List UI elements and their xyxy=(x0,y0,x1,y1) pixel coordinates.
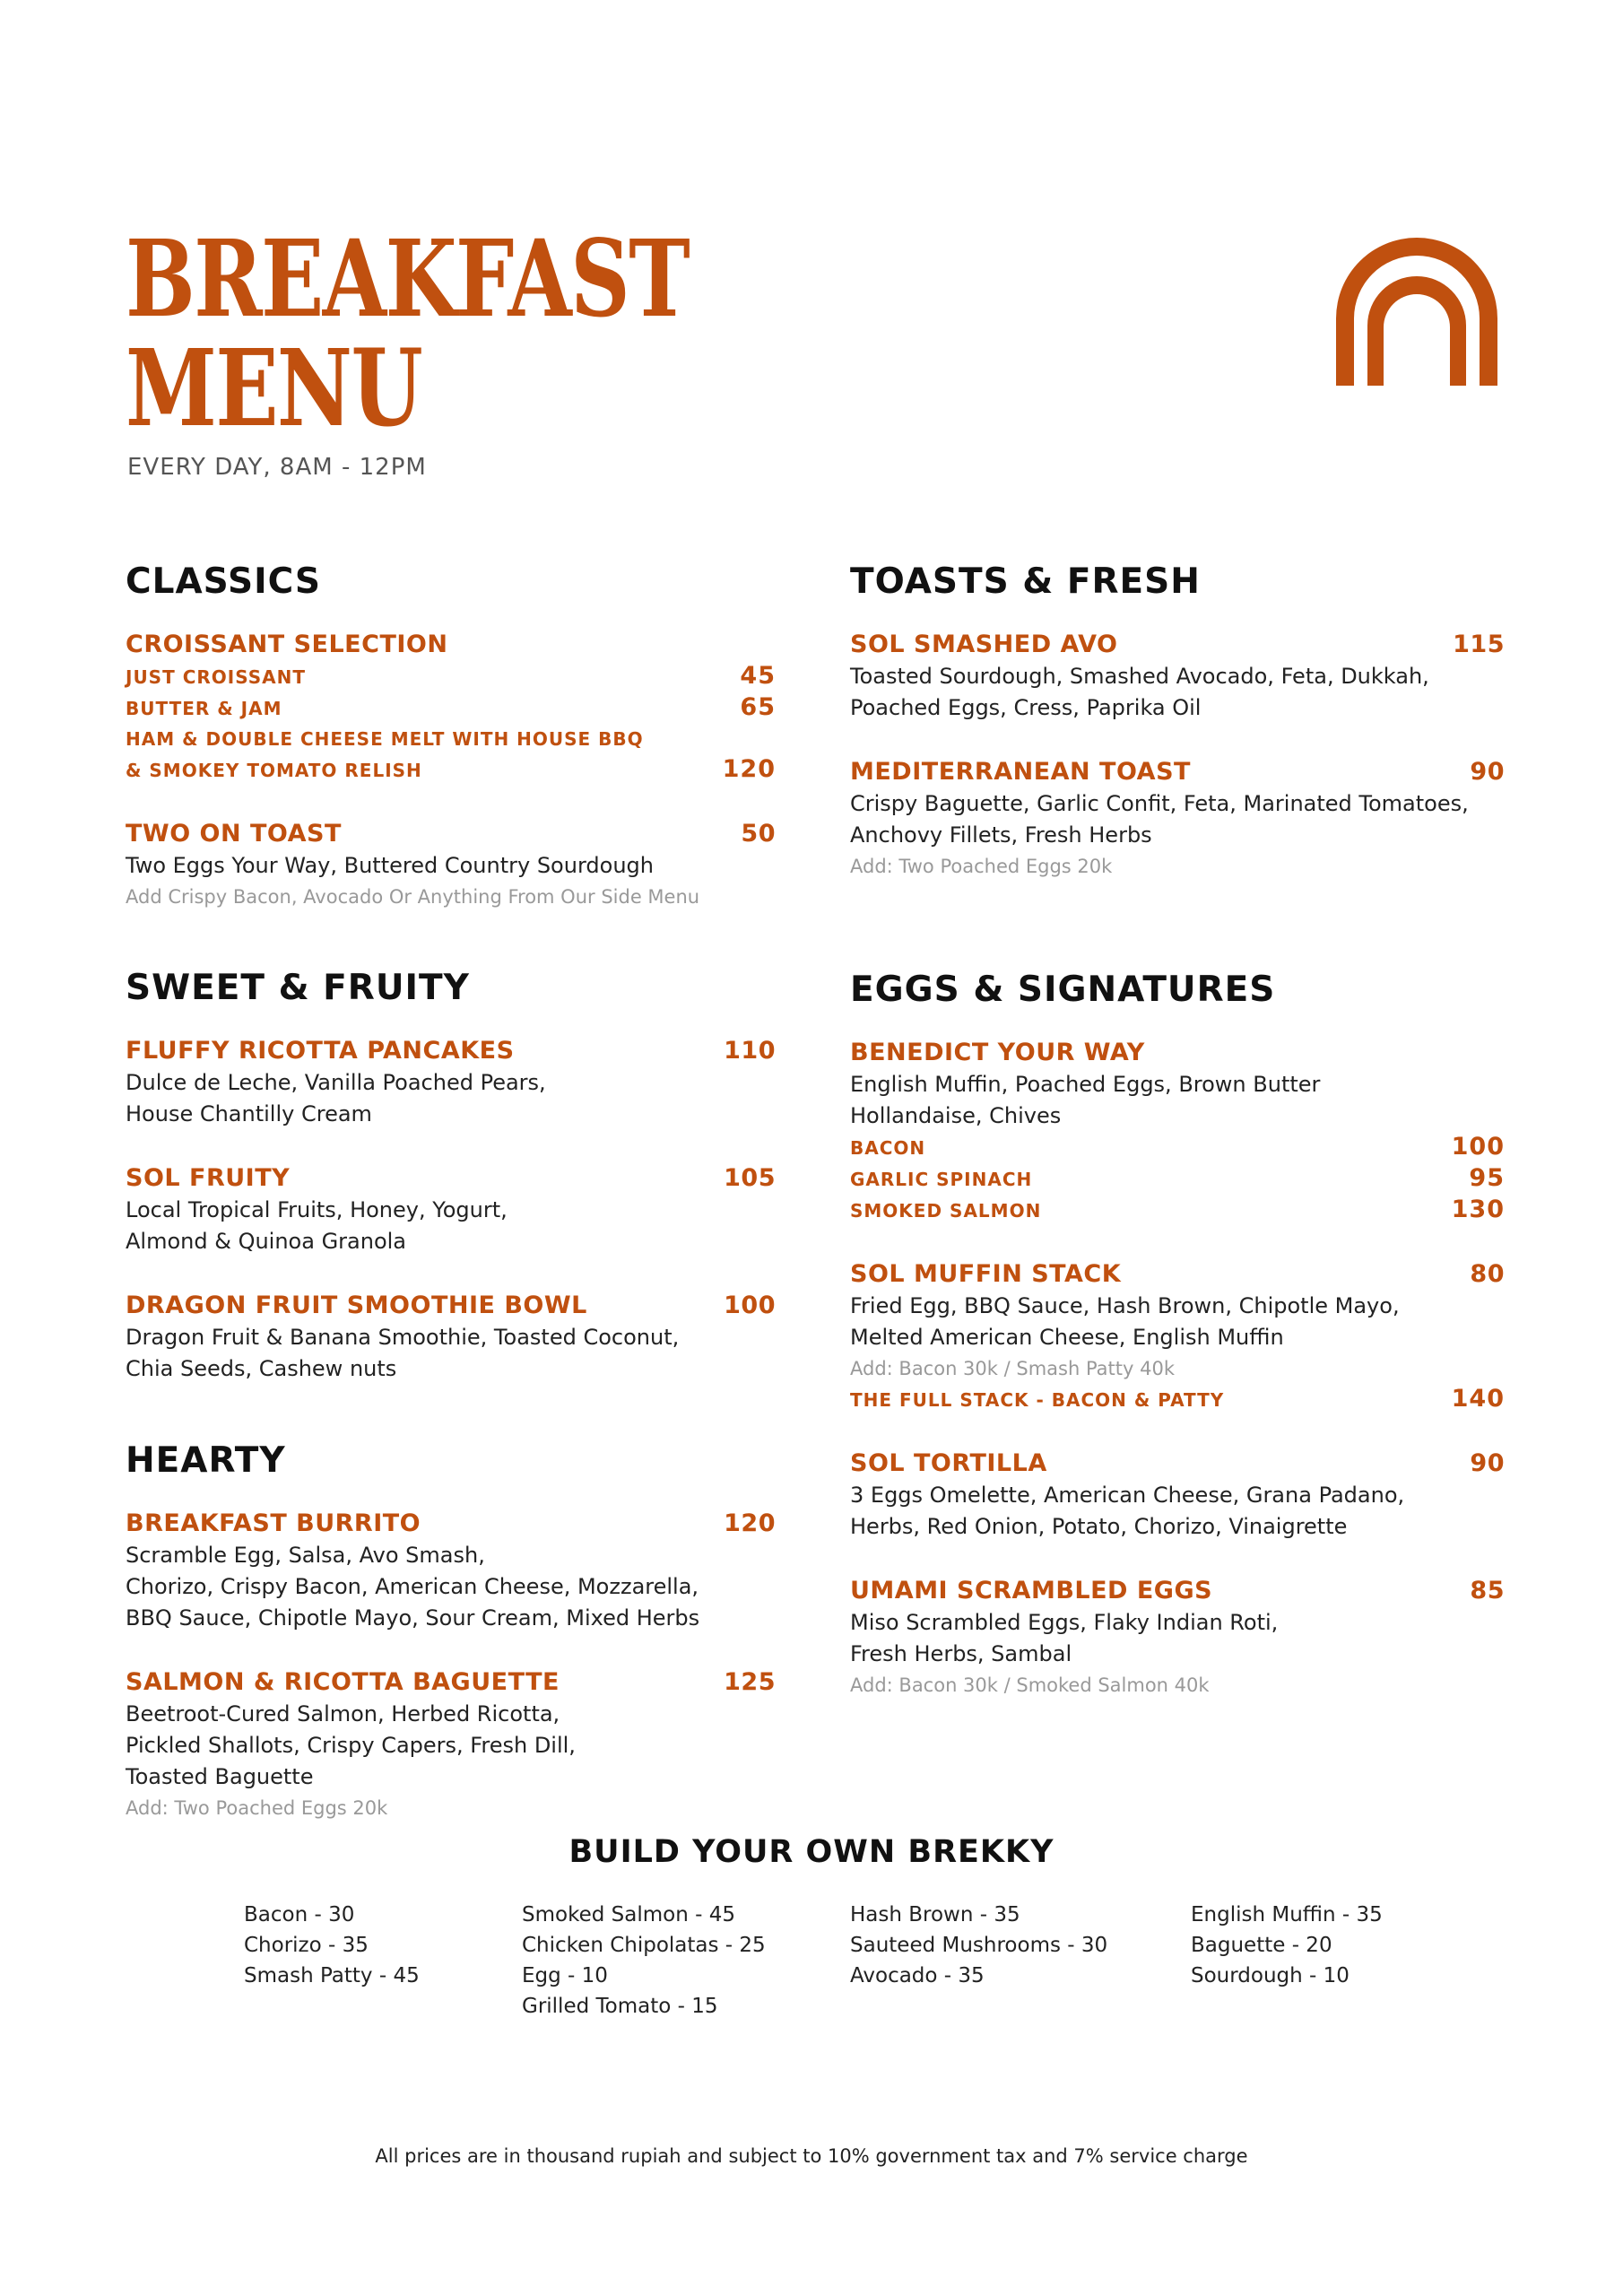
item-name: SALMON & RICOTTA BAGUETTE xyxy=(126,1668,560,1696)
item-description: Toasted Sourdough, Smashed Avocado, Feta, Dukkah, xyxy=(850,664,1429,689)
item-name: SOL SMASHED AVO xyxy=(850,631,1118,658)
byo-item: Sauteed Mushrooms - 30 xyxy=(850,1934,1108,1957)
section-eggs xyxy=(850,970,1505,1700)
item-price: 105 xyxy=(724,1164,776,1192)
byo-item: Baguette - 20 xyxy=(1191,1934,1332,1957)
byo-title: BUILD YOUR OWN BREKKY xyxy=(568,1834,1055,1870)
byo-column xyxy=(522,1900,766,2022)
section-hearty xyxy=(126,1440,776,1823)
item-description: English Muffin, Poached Eggs, Brown Butter xyxy=(850,1072,1321,1097)
item-price: 100 xyxy=(1451,1133,1505,1161)
menu-item xyxy=(126,629,776,786)
section-title: EGGS & SIGNATURES xyxy=(850,970,1276,1010)
byo-column xyxy=(244,1900,420,1991)
item-price: 50 xyxy=(741,820,776,848)
item-description: BBQ Sauce, Chipotle Mayo, Sour Cream, Mixed Herbs xyxy=(126,1605,700,1631)
item-description: Dragon Fruit & Banana Smoothie, Toasted Coconut, xyxy=(126,1325,680,1350)
item-addon: Add: Two Poached Eggs 20k xyxy=(126,1797,388,1819)
byo-column xyxy=(1191,1900,1383,1991)
section-title: SWEET & FRUITY xyxy=(126,968,470,1008)
menu-title-line2: MENU xyxy=(126,326,422,450)
left-column xyxy=(126,561,776,1856)
menu-item xyxy=(126,1035,776,1130)
item-option: SMOKED SALMON 130 xyxy=(850,1196,1505,1223)
item-price: 130 xyxy=(1451,1196,1505,1223)
item-price: 80 xyxy=(1470,1260,1505,1288)
menu-item xyxy=(126,1666,776,1823)
item-option: GARLIC SPINACH 95 xyxy=(850,1164,1505,1192)
menu-item xyxy=(126,1290,776,1385)
byo-item: English Muffin - 35 xyxy=(1191,1903,1383,1926)
item-description: Local Tropical Fruits, Honey, Yogurt, xyxy=(126,1197,508,1222)
item-option: & SMOKEY TOMATO RELISH 120 xyxy=(126,755,776,783)
section-sweet xyxy=(126,968,776,1385)
item-name: SOL TORTILLA xyxy=(850,1449,1047,1477)
menu-item xyxy=(126,818,776,912)
byo-item: Bacon - 30 xyxy=(244,1903,355,1926)
menu-item xyxy=(850,1258,1505,1415)
item-description: Toasted Baguette xyxy=(126,1764,314,1789)
item-price: 120 xyxy=(724,1509,776,1537)
item-name: TWO ON TOAST xyxy=(126,820,342,848)
item-addon: Add: Bacon 30k / Smash Patty 40k xyxy=(850,1358,1175,1379)
item-description: Almond & Quinoa Granola xyxy=(126,1229,407,1254)
item-description: Fried Egg, BBQ Sauce, Hash Brown, Chipotle Mayo, xyxy=(850,1293,1400,1318)
item-description: Chorizo, Crispy Bacon, American Cheese, Mozzarella, xyxy=(126,1574,699,1599)
item-description: Fresh Herbs, Sambal xyxy=(850,1641,1072,1666)
menu-item xyxy=(850,756,1505,882)
item-name: UMAMI SCRAMBLED EGGS xyxy=(850,1577,1213,1605)
item-addon: Add: Bacon 30k / Smoked Salmon 40k xyxy=(850,1674,1210,1696)
item-name: BREAKFAST BURRITO xyxy=(126,1509,421,1537)
byo-item: Sourdough - 10 xyxy=(1191,1964,1350,1987)
byo-item: Chorizo - 35 xyxy=(244,1934,369,1957)
item-option: BUTTER & JAM 65 xyxy=(126,693,776,721)
item-price: 120 xyxy=(722,755,776,783)
item-name: DRAGON FRUIT SMOOTHIE BOWL xyxy=(126,1292,587,1319)
item-option: BACON 100 xyxy=(850,1133,1505,1161)
item-description: 3 Eggs Omelette, American Cheese, Grana Padano, xyxy=(850,1483,1405,1508)
byo-item: Avocado - 35 xyxy=(850,1964,985,1987)
section-classics xyxy=(126,561,776,912)
item-description: Two Eggs Your Way, Buttered Country Sourdough xyxy=(126,853,654,878)
right-column xyxy=(850,561,1505,1733)
byo-item: Smoked Salmon - 45 xyxy=(522,1903,735,1926)
item-price: 115 xyxy=(1453,631,1505,658)
item-price: 95 xyxy=(1469,1164,1505,1192)
item-name: SOL FRUITY xyxy=(126,1164,291,1192)
item-description: Crispy Baguette, Garlic Confit, Feta, Marinated Tomatoes, xyxy=(850,791,1469,816)
item-price: 85 xyxy=(1470,1577,1505,1605)
item-description: House Chantilly Cream xyxy=(126,1101,372,1126)
opening-hours: EVERY DAY, 8AM - 12PM xyxy=(127,454,427,481)
item-name: SOL MUFFIN STACK xyxy=(850,1260,1122,1288)
item-description: Poached Eggs, Cress, Paprika Oil xyxy=(850,695,1202,720)
section-title: TOASTS & FRESH xyxy=(850,561,1201,602)
menu-item xyxy=(850,1037,1505,1226)
menu-item xyxy=(850,1448,1505,1543)
item-option: HAM & DOUBLE CHEESE MELT WITH HOUSE BBQ xyxy=(126,728,644,750)
menu-title-line1: BREAKFAST xyxy=(126,216,690,341)
item-option: JUST CROISSANT 45 xyxy=(126,662,776,690)
byo-item: Egg - 10 xyxy=(522,1964,608,1987)
item-addon: Add: Two Poached Eggs 20k xyxy=(850,856,1113,877)
item-name: MEDITERRANEAN TOAST xyxy=(850,758,1191,786)
item-name: FLUFFY RICOTTA PANCAKES xyxy=(126,1037,515,1065)
item-price: 45 xyxy=(740,662,776,690)
section-toasts xyxy=(850,561,1505,882)
item-price: 90 xyxy=(1470,758,1505,786)
footer-note: All prices are in thousand rupiah and subject to 10% government tax and 7% service charge xyxy=(375,2145,1248,2167)
item-price: 110 xyxy=(724,1037,776,1065)
item-price: 125 xyxy=(724,1668,776,1696)
menu-title xyxy=(126,216,690,450)
item-price: 140 xyxy=(1451,1385,1505,1413)
item-description: Scramble Egg, Salsa, Avo Smash, xyxy=(126,1543,485,1568)
menu-item xyxy=(126,1162,776,1257)
menu-item xyxy=(126,1508,776,1634)
item-description: Miso Scrambled Eggs, Flaky Indian Roti, xyxy=(850,1610,1279,1635)
section-title: HEARTY xyxy=(126,1440,286,1481)
item-description: Hollandaise, Chives xyxy=(850,1103,1062,1128)
item-description: Beetroot-Cured Salmon, Herbed Ricotta, xyxy=(126,1701,560,1726)
byo-item: Chicken Chipolatas - 25 xyxy=(522,1934,766,1957)
byo-item: Smash Patty - 45 xyxy=(244,1964,420,1987)
byo-item: Hash Brown - 35 xyxy=(850,1903,1020,1926)
byo-column xyxy=(850,1900,1107,1991)
item-price: 90 xyxy=(1470,1449,1505,1477)
item-description: Anchovy Fillets, Fresh Herbs xyxy=(850,822,1152,848)
byo-item: Grilled Tomato - 15 xyxy=(522,1995,718,2018)
rainbow-arch-icon xyxy=(1327,229,1506,390)
item-addon: Add Crispy Bacon, Avocado Or Anything From Our Side Menu xyxy=(126,886,700,908)
item-name: BENEDICT YOUR WAY xyxy=(850,1039,1145,1066)
item-price: 100 xyxy=(724,1292,776,1319)
item-option: THE FULL STACK - BACON & PATTY 140 xyxy=(850,1385,1505,1413)
menu-item xyxy=(850,1575,1505,1700)
item-name: CROISSANT SELECTION xyxy=(126,631,448,658)
item-description: Herbs, Red Onion, Potato, Chorizo, Vinaigrette xyxy=(850,1514,1348,1539)
item-description: Dulce de Leche, Vanilla Poached Pears, xyxy=(126,1070,546,1095)
item-price: 65 xyxy=(740,693,776,721)
item-description: Pickled Shallots, Crispy Capers, Fresh Dill, xyxy=(126,1733,576,1758)
section-title: CLASSICS xyxy=(126,561,322,602)
menu-item xyxy=(850,629,1505,724)
item-description: Chia Seeds, Cashew nuts xyxy=(126,1356,397,1381)
item-description: Melted American Cheese, English Muffin xyxy=(850,1325,1284,1350)
